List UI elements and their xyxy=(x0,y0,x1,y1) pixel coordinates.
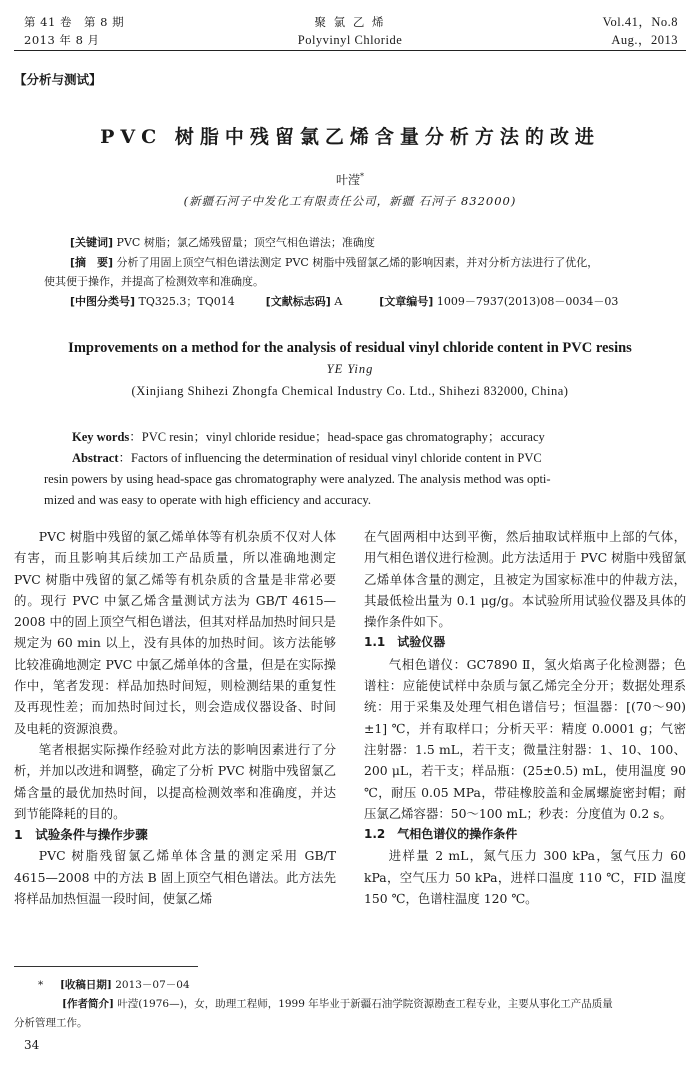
abstract-cn-line1 xyxy=(70,254,598,272)
abstract-cn-text1: 分析了用固上顶空气相色谱法测定 PVC 树脂中残留氯乙烯的影响因素，并对分析方法进行了优化， xyxy=(113,256,599,269)
keywords-en-text: ：PVC resin；vinyl chloride residue；head-space gas chromatography；accuracy xyxy=(129,430,545,444)
section-1-1-heading: 1.1 试验仪器 xyxy=(364,635,446,650)
received-date: 2013－07－04 xyxy=(111,979,190,991)
bio-label: [作者简介] xyxy=(62,998,114,1010)
header-date: 2013 年 8 月 xyxy=(24,33,100,47)
keywords-cn-label: [关键词] xyxy=(70,236,114,249)
intro-paragraph-2: 笔者根据实际操作经验对此方法的影响因素进行了分析，并加以改进和调整，确定了分析 PVC 树脂中残留氯乙烯含量的最优加热时间，以提高检测效率和准确度，并达到节能降耗的目的。 xyxy=(14,741,336,821)
footnote-bio-line1 xyxy=(62,996,613,1013)
abstract-en-text1: ：Factors of influencing the determination of residual vinyl chloride content in PVC xyxy=(118,451,542,465)
received-label: [收稿日期] xyxy=(59,979,112,991)
footnote-bio-line2: 分析管理工作。 xyxy=(14,1017,88,1029)
author-footnote-mark: * xyxy=(360,172,364,181)
section-tag: 【分析与测试】 xyxy=(14,72,102,87)
body-right-column xyxy=(364,526,686,909)
article-number-label: [文章编号] xyxy=(379,295,434,308)
continued-paragraph: 在气固两相中达到平衡，然后抽取试样瓶中上部的气体，用气相色谱仪进行检测。此方法适用于 PVC 树脂中残留氯乙烯单体含量的测定，且被定为国家标准中的仲裁方法，其最低检出量为 0.1 μg/g。本试验所用试验仪器及具体的操作条件如下。 xyxy=(364,529,686,630)
footnote-received xyxy=(38,977,190,994)
body-left-column xyxy=(14,526,336,909)
clc-label: [中图分类号] xyxy=(70,295,136,308)
author-cn xyxy=(0,171,700,188)
clc-value: TQ325.3；TQ014 xyxy=(135,295,235,308)
footnote-mark: * xyxy=(38,979,44,991)
keywords-cn-text: PVC 树脂；氯乙烯残留量；顶空气相色谱法；准确度 xyxy=(113,236,375,249)
section-1-2-heading: 1.2 气相色谱仪的操作条件 xyxy=(364,827,518,842)
header-volume: 第 41 卷 第 8 期 xyxy=(24,15,125,29)
classification-info xyxy=(70,293,618,311)
article-title-en: Improvements on a method for the analysis of residual vinyl chloride content in PVC resins xyxy=(68,340,632,356)
author-en: YE Ying xyxy=(326,362,374,376)
section-1-2-paragraph: 进样量 2 mL，氮气压力 300 kPa，氢气压力 60 kPa，空气压力 50 kPa，进样口温度 110 ℃，FID 温度 150 ℃，色谱柱温度 120 ℃。 xyxy=(364,848,686,907)
journal-name xyxy=(250,13,450,49)
keywords-en xyxy=(72,427,545,447)
journal-volume-en xyxy=(603,13,678,49)
keywords-cn xyxy=(70,234,375,252)
section-1-paragraph: PVC 树脂残留氯乙烯单体含量的测定采用 GB/T 4615—2008 中的方法 B 固上顶空气相色谱法。此方法先将样品加热恒温一段时间，使氯乙烯 xyxy=(14,848,336,907)
abstract-en-line2: resin powers by using head-space gas chromatography were analyzed. The analysis method was opti- xyxy=(44,472,551,486)
abstract-en-line1 xyxy=(72,448,542,468)
keywords-en-label: Key words xyxy=(72,430,130,444)
abstract-cn-label: [摘 要] xyxy=(70,256,114,269)
bio-text1: 叶滢(1976—)，女，助理工程师，1999 年毕业于新疆石油学院资源勘查工程专业，主要从事化工产品质量 xyxy=(113,998,613,1010)
header-volume-en: Vol.41，No.8 xyxy=(602,15,678,29)
doc-code-value: A xyxy=(330,295,343,308)
journal-volume-issue xyxy=(24,13,124,49)
journal-name-en: Polyvinyl Chloride xyxy=(297,33,403,47)
abstract-en-line3: mized and was easy to operate with high efficiency and accuracy. xyxy=(44,493,371,507)
section-1-1-paragraph: 气相色谱仪：GC7890 Ⅱ，氢火焰离子化检测器；色谱柱：应能使试样中杂质与氯乙烯完全分开；数据处理系统：用于采集及处理气相色谱信号；恒温器：[(70～90)±1] ℃，并有取样口；分析天平：精度 0.0001 g；气密注射器：1.5 mL，若干支；微量注射器：1、10、100、200 μL，若干支；样品瓶：(25±0.5) mL，使用温度 90 ℃，耐压 0.05 MPa，带硅橡胶盖和金属螺旋密封帽；耐压氯乙烯容器：50～100 mL；秒表：分度值为 0.2 s。 xyxy=(364,656,686,821)
article-title-cn: PVC 树脂中残留氯乙烯含量分析方法的改进 xyxy=(100,126,600,148)
abstract-en-label: Abstract xyxy=(72,451,119,465)
footnote-rule xyxy=(14,966,198,967)
abstract-cn-line2: 使其便于操作，并提高了检测效率和准确度。 xyxy=(44,275,264,288)
intro-paragraph-1: PVC 树脂中残留的氯乙烯单体等有机杂质不仅对人体有害，而且影响其后续加工产品质量，所以准确地测定 PVC 树脂中残留的氯乙烯等有机杂质的含量是非常必要的。现行 PVC 中氯乙烯含量测试方法为 GB/T 4615—2008 中的固上顶空气相色谱法，但其对样品加热时间只是规定为 60 min 以上，没有具体的加热时间。该方法能够比较准确地测定 PVC 中氯乙烯单体的含量，但是在实际操作中，笔者发现：样品加热时间短，则检测结果的重复性及再现性差；而加热时间过长，则会造成仪器设备、时间及电耗的资源浪费。 xyxy=(14,529,336,736)
affiliation-en: (Xinjiang Shihezi Zhongfa Chemical Industry Co. Ltd., Shihezi 832000, China) xyxy=(131,384,569,398)
journal-name-cn: 聚 氯 乙 烯 xyxy=(314,15,386,29)
affiliation-cn: (新疆石河子中发化工有限责任公司，新疆 石河子 832000) xyxy=(183,194,517,208)
doc-code-label: [文献标志码] xyxy=(265,295,331,308)
page-number: 34 xyxy=(24,1038,40,1052)
section-1-heading: 1 试验条件与操作步骤 xyxy=(14,827,148,843)
header-date-en: Aug.，2013 xyxy=(611,33,678,47)
article-number-value: 1009－7937(2013)08－0034－03 xyxy=(433,295,619,308)
author-name-cn: 叶滢 xyxy=(335,173,360,187)
header-rule xyxy=(14,50,686,51)
